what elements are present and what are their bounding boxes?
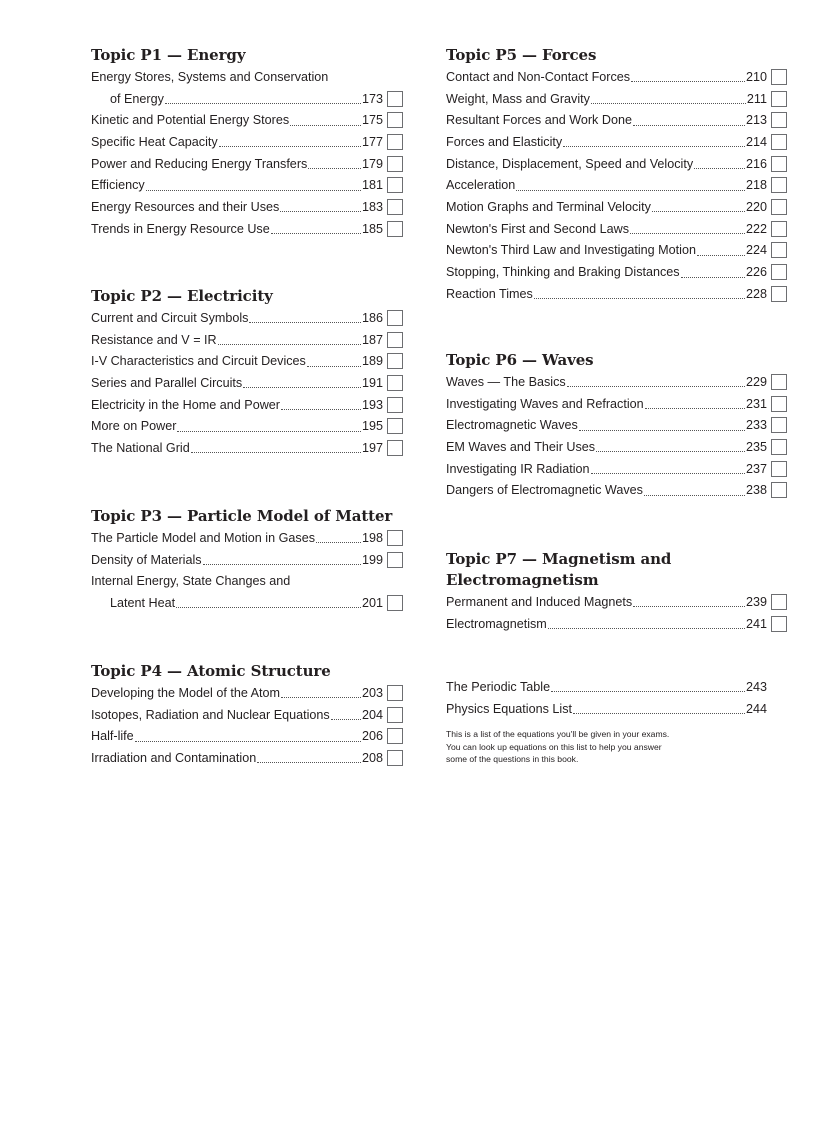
page-number: 185 [361,221,383,236]
dot-leader [694,168,745,169]
entry-label: Resultant Forces and Work Done [446,113,632,128]
toc-entry[interactable] [91,415,403,437]
toc-entry[interactable] [446,479,787,501]
toc-entry[interactable] [446,218,787,240]
page-number: 193 [361,397,383,412]
entry-label: The Periodic Table [446,679,551,694]
entry-label: The Particle Model and Motion in Gases [91,530,316,545]
toc-entry[interactable] [91,394,403,416]
dot-leader [551,691,745,692]
entry-label: The National Grid [91,440,190,455]
page-number: 208 [361,750,383,765]
entry-label: Electromagnetic Waves [446,418,578,433]
checkbox[interactable] [387,552,403,568]
page-number: 191 [361,375,383,390]
entry-label: Trends in Energy Resource Use [91,221,270,236]
entry-label: Energy Resources and their Uses [91,199,280,214]
toc-entry[interactable] [91,549,403,571]
checkbox[interactable] [771,91,787,107]
toc-entry[interactable] [446,261,787,283]
toc-entry[interactable] [446,613,787,635]
entry-label: Newton's First and Second Laws [446,221,630,236]
toc-entry[interactable] [91,131,403,153]
dot-leader [516,190,745,191]
checkbox[interactable] [771,199,787,215]
checkbox[interactable] [771,482,787,498]
entry-label: Acceleration [446,178,516,193]
toc-entry[interactable] [446,196,787,218]
page-number: 186 [361,310,383,325]
toc-entry[interactable] [446,591,787,613]
dot-leader [563,146,745,147]
dot-leader [697,255,745,256]
dot-leader [579,430,745,431]
checkbox[interactable] [387,440,403,456]
checkbox[interactable] [771,417,787,433]
checkbox[interactable] [771,396,787,412]
entry-label: Power and Reducing Energy Transfers [91,156,308,171]
page-number: 187 [361,332,383,347]
entry-label: Newton's Third Law and Investigating Motion [446,243,696,258]
toc-entry[interactable] [91,88,403,110]
topic-p5-section [446,45,787,305]
page-number: 218 [745,178,767,193]
dot-leader [191,452,361,453]
note-line: You can look up equations on this list to help you answer [446,741,662,752]
toc-entry[interactable] [446,174,787,196]
checkbox[interactable] [771,264,787,280]
checkbox[interactable] [387,91,403,107]
page-number: 224 [745,243,767,258]
entry-label: Forces and Elasticity [446,134,563,149]
toc-entry[interactable] [91,153,403,175]
checkbox[interactable] [771,461,787,477]
equations-note [446,728,787,766]
entry-label: Contact and Non-Contact Forces [446,69,631,84]
dot-leader [596,451,745,452]
entry-label: Reaction Times [446,286,533,301]
toc-entry-line1 [91,66,403,88]
topic-p7-section [446,549,787,634]
entry-label: Investigating IR Radiation [446,461,590,476]
page-number: 198 [361,530,383,545]
dot-leader [644,495,745,496]
checkbox[interactable] [771,286,787,302]
dot-leader [591,473,745,474]
checkbox[interactable] [387,332,403,348]
dot-leader [281,697,361,698]
dot-leader [135,741,361,742]
page-number: 177 [361,134,383,149]
page-number: 175 [361,113,383,128]
toc-entry[interactable] [91,109,403,131]
page-number: 243 [745,679,767,694]
toc-entry[interactable] [91,329,403,351]
checkbox[interactable] [771,221,787,237]
dot-leader [591,103,746,104]
checkbox[interactable] [387,310,403,326]
toc-entry-line1 [91,570,403,592]
checkbox[interactable] [771,112,787,128]
page-number: 216 [745,156,767,171]
entry-label: Specific Heat Capacity [91,134,218,149]
entry-label: Dangers of Electromagnetic Waves [446,483,643,498]
toc-entry[interactable] [91,218,403,240]
checkbox[interactable] [771,177,787,193]
page-number: 235 [745,439,767,454]
dot-leader [681,277,745,278]
toc-entry[interactable] [91,527,403,549]
toc-entry[interactable] [446,458,787,480]
dot-leader [534,298,745,299]
checkbox[interactable] [387,134,403,150]
entry-label: Waves — The Basics [446,374,566,389]
dot-leader [219,146,361,147]
dot-leader [573,713,745,714]
checkbox[interactable] [771,374,787,390]
toc-entry[interactable] [446,109,787,131]
entry-label: Irradiation and Contamination [91,750,257,765]
toc-entry[interactable] [91,437,403,459]
dot-leader [645,408,745,409]
checkbox[interactable] [771,134,787,150]
dot-leader [307,366,361,367]
dot-leader [203,564,361,565]
entry-label: Investigating Waves and Refraction [446,396,644,411]
checkbox[interactable] [387,353,403,369]
entry-label: Permanent and Induced Magnets [446,594,633,609]
toc-entry[interactable] [91,350,403,372]
toc-entry[interactable] [91,682,403,704]
page-number: 214 [745,134,767,149]
dot-leader [281,409,361,410]
page-number: 228 [745,286,767,301]
entry-label: of Energy [110,91,164,106]
topic-title: Topic P1 — Energy [91,46,246,64]
dot-leader [652,211,745,212]
dot-leader [257,762,361,763]
page-number: 210 [745,69,767,84]
toc-entry[interactable] [446,240,787,262]
checkbox[interactable] [771,242,787,258]
toc-entry[interactable] [446,676,787,698]
page-number: 195 [361,419,383,434]
page-number: 197 [361,440,383,455]
dot-leader [331,719,361,720]
entry-label: Kinetic and Potential Energy Stores [91,113,290,128]
appendix-section [446,676,787,766]
page-number: 204 [361,707,383,722]
dot-leader [290,125,361,126]
topic-p1-section [91,45,403,240]
checkbox[interactable] [387,221,403,237]
page-number: 226 [745,265,767,280]
checkbox[interactable] [771,156,787,172]
topic-title: Topic P4 — Atomic Structure [91,662,331,680]
entry-label: Stopping, Thinking and Braking Distances [446,265,680,280]
page-number: 213 [745,113,767,128]
checkbox[interactable] [387,375,403,391]
checkbox[interactable] [771,616,787,632]
checkbox[interactable] [771,69,787,85]
checkbox[interactable] [387,750,403,766]
entry-label: Density of Materials [91,552,202,567]
dot-leader [308,168,361,169]
toc-entry[interactable] [446,436,787,458]
checkbox[interactable] [387,707,403,723]
entry-label: Electricity in the Home and Power [91,397,280,412]
note-line: some of the questions in this book. [446,754,579,765]
entry-label: Isotopes, Radiation and Nuclear Equations [91,707,330,722]
entry-label: Latent Heat [110,595,176,610]
entry-label: EM Waves and Their Uses [446,439,596,454]
page-number: 220 [745,199,767,214]
checkbox[interactable] [387,156,403,172]
dot-leader [176,607,361,608]
dot-leader [146,190,361,191]
page-number: 189 [361,354,383,369]
entry-label: Efficiency [91,178,145,193]
dot-leader [165,103,361,104]
checkbox[interactable] [771,594,787,610]
topic-p3-section [91,506,403,614]
note-line: This is a list of the equations you'll be given in your exams. [446,729,670,740]
entry-label: More on Power [91,419,177,434]
toc-entry[interactable] [446,88,787,110]
entry-label: Energy Stores, Systems and Conservation [91,69,329,84]
topic-title: Topic P3 — Particle Model of Matter [91,507,393,525]
toc-entry[interactable] [446,414,787,436]
toc-entry[interactable] [91,196,403,218]
checkbox[interactable] [387,530,403,546]
toc-entry[interactable] [91,747,403,769]
dot-leader [548,628,745,629]
topic-p6-section [446,350,787,501]
entry-label: Resistance and V = IR [91,332,217,347]
dot-leader [630,233,745,234]
dot-leader [567,386,745,387]
topic-title-line1: Topic P7 — Magnetism and [446,550,672,568]
checkbox[interactable] [387,418,403,434]
checkbox[interactable] [387,397,403,413]
page-number: 241 [745,616,767,631]
page-number: 238 [745,483,767,498]
dot-leader [631,81,745,82]
page-number: 229 [745,374,767,389]
toc-entry[interactable] [91,725,403,747]
page-number: 239 [745,594,767,609]
topic-title: Topic P5 — Forces [446,46,597,64]
topic-title: Topic P6 — Waves [446,351,594,369]
page-number: 173 [361,91,383,106]
topic-title: Topic P2 — Electricity [91,287,273,305]
dot-leader [177,431,361,432]
toc-entry[interactable] [446,153,787,175]
entry-label: Electromagnetism [446,616,547,631]
topic-p2-section [91,286,403,459]
entry-label: Physics Equations List [446,701,572,716]
page-number: 206 [361,729,383,744]
checkbox[interactable] [387,199,403,215]
toc-entry[interactable] [91,372,403,394]
entry-label: Distance, Displacement, Speed and Velocity [446,156,694,171]
page-number: 179 [361,156,383,171]
toc-entry[interactable] [446,283,787,305]
page-number: 211 [746,91,767,106]
toc-entry[interactable] [446,131,787,153]
page-number: 233 [745,418,767,433]
dot-leader [243,387,361,388]
dot-leader [271,233,361,234]
entry-label: Motion Graphs and Terminal Velocity [446,199,651,214]
topic-p4-section [91,661,403,769]
dot-leader [316,542,361,543]
topic-title-line2: Electromagnetism [446,571,599,589]
entry-label: Internal Energy, State Changes and [91,574,291,589]
toc-entry[interactable] [446,66,787,88]
dot-leader [633,606,745,607]
page-number: 237 [745,461,767,476]
checkbox[interactable] [387,595,403,611]
checkbox[interactable] [771,439,787,455]
page-number: 244 [745,701,767,716]
entry-label: Developing the Model of the Atom [91,685,281,700]
entry-label: Series and Parallel Circuits [91,375,243,390]
page-number: 201 [361,595,383,610]
page-number: 231 [745,396,767,411]
page-number: 183 [361,199,383,214]
toc-entry[interactable] [91,592,403,614]
toc-entry[interactable] [446,698,787,720]
page-number: 222 [745,221,767,236]
toc-entry[interactable] [91,307,403,329]
entry-label: Current and Circuit Symbols [91,310,249,325]
entry-label: Weight, Mass and Gravity [446,91,590,106]
toc-entry[interactable] [446,393,787,415]
toc-entry[interactable] [91,174,403,196]
page-number: 199 [361,552,383,567]
entry-label: I-V Characteristics and Circuit Devices [91,354,306,369]
page-number: 181 [361,178,383,193]
checkbox[interactable] [387,728,403,744]
toc-entry[interactable] [91,704,403,726]
page-number: 203 [361,685,383,700]
dot-leader [249,322,361,323]
checkbox[interactable] [387,112,403,128]
dot-leader [633,125,745,126]
entry-label: Half-life [91,729,134,744]
dot-leader [218,344,361,345]
dot-leader [280,211,361,212]
toc-entry[interactable] [446,371,787,393]
checkbox[interactable] [387,685,403,701]
checkbox[interactable] [387,177,403,193]
